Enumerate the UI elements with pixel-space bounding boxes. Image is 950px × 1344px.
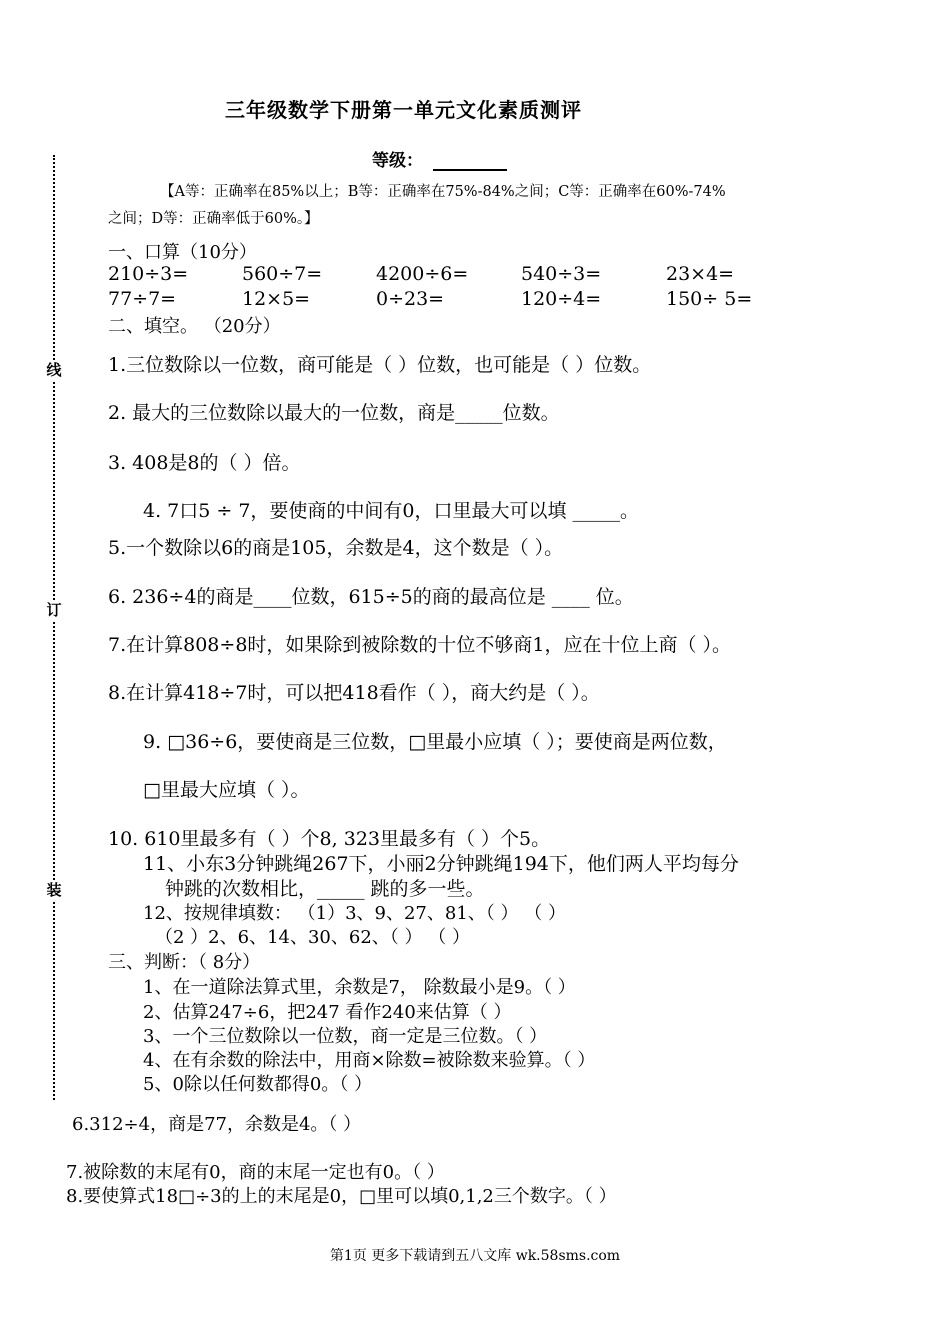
fill-q8: 8.在计算418÷7时，可以把418看作（ ），商大约是（ ）。 <box>108 682 600 704</box>
fill-q5: 5.一个数除以6的商是105，余数是4，这个数是（ ）。 <box>108 537 564 559</box>
margin-label-line: 线 <box>44 360 64 380</box>
calc-2-5: 150÷ 5= <box>666 288 753 310</box>
fill-q9a: 9. □36÷6，要使商是三位数，□里最小应填（ ）；要使商是两位数， <box>143 731 727 753</box>
judge-4: 4、在有余数的除法中，用商×除数=被除数来验算。（ ） <box>143 1050 596 1071</box>
fill-q3: 3. 408是8的（ ）倍。 <box>108 452 301 474</box>
calc-2-3: 0÷23= <box>376 288 445 310</box>
fill-q1: 1.三位数除以一位数，商可能是（ ）位数，也可能是（ ）位数。 <box>108 354 652 376</box>
calc-1-2: 560÷7= <box>242 263 323 285</box>
binding-dotted-line <box>53 155 55 1100</box>
fill-q12a: 12、按规律填数： （1）3、9、27、81、（ ） （ ） <box>143 903 566 924</box>
calc-2-4: 120÷4= <box>521 288 602 310</box>
section1-heading: 一、口算（10分） <box>108 242 257 263</box>
grade-blank <box>433 151 507 171</box>
judge-5: 5、0除以任何数都得0。（ ） <box>143 1074 373 1095</box>
calc-1-5: 23×4= <box>666 263 735 285</box>
fill-q11a: 11、小东3分钟跳绳267下，小丽2分钟跳绳194下，他们两人平均每分 <box>143 853 739 875</box>
fill-q6: 6. 236÷4的商是____位数，615÷5的商的最高位是 ____ 位。 <box>108 586 634 608</box>
calc-1-3: 4200÷6= <box>376 263 469 285</box>
margin-label-bind: 订 <box>44 600 64 620</box>
grade-label: 等级： <box>372 151 423 171</box>
section3-heading: 三、判断：（ 8分） <box>108 952 261 973</box>
page-footer: 第1页 更多下载请到五八文库 wk.58sms.com <box>329 1248 621 1264</box>
fill-q11b: 钟跳的次数相比，_____ 跳的多一些。 <box>165 878 485 900</box>
grade-note-2: 之间；D等：正确率低于60%。】 <box>108 211 319 227</box>
fill-q10: 10. 610里最多有（ ）个8, 323里最多有（ ）个5。 <box>108 828 551 850</box>
judge-1: 1、在一道除法算式里，余数是7， 除数最小是9。（ ） <box>143 977 576 998</box>
calc-2-2: 12×5= <box>242 288 311 310</box>
fill-q7: 7.在计算808÷8时，如果除到被除数的十位不够商1，应在十位上商（ ）。 <box>108 634 732 656</box>
fill-q12b: （2 ）2、6、14、30、62、（ ） （ ） <box>155 927 470 948</box>
judge-6: 6.312÷4，商是77，余数是4。（ ） <box>72 1114 362 1135</box>
judge-7: 7.被除数的末尾有0，商的末尾一定也有0。（ ） <box>66 1162 445 1183</box>
judge-2: 2、估算247÷6，把247 看作240来估算（ ） <box>143 1002 512 1023</box>
page-title: 三年级数学下册第一单元文化素质测评 <box>225 98 582 122</box>
fill-q9b: □里最大应填（ ）。 <box>143 779 310 801</box>
margin-label-pack: 装 <box>44 880 64 900</box>
section2-heading: 二、填空。 （20分） <box>108 316 281 337</box>
calc-1-1: 210÷3= <box>108 263 189 285</box>
grade-field <box>372 146 507 171</box>
judge-3: 3、一个三位数除以一位数，商一定是三位数。（ ） <box>143 1026 548 1047</box>
fill-q2: 2. 最大的三位数除以最大的一位数，商是_____位数。 <box>108 402 560 424</box>
calc-1-4: 540÷3= <box>521 263 602 285</box>
fill-q4: 4. 7口5 ÷ 7，要使商的中间有0，口里最大可以填 _____。 <box>143 500 640 522</box>
calc-2-1: 77÷7= <box>108 288 177 310</box>
judge-8: 8.要使算式18□÷3的上的末尾是0，□里可以填0,1,2三个数字。（ ） <box>66 1186 617 1207</box>
grade-note-1: 【A等：正确率在85%以上；B等：正确率在75%-84%之间；C等：正确率在60%-74% <box>160 184 726 200</box>
